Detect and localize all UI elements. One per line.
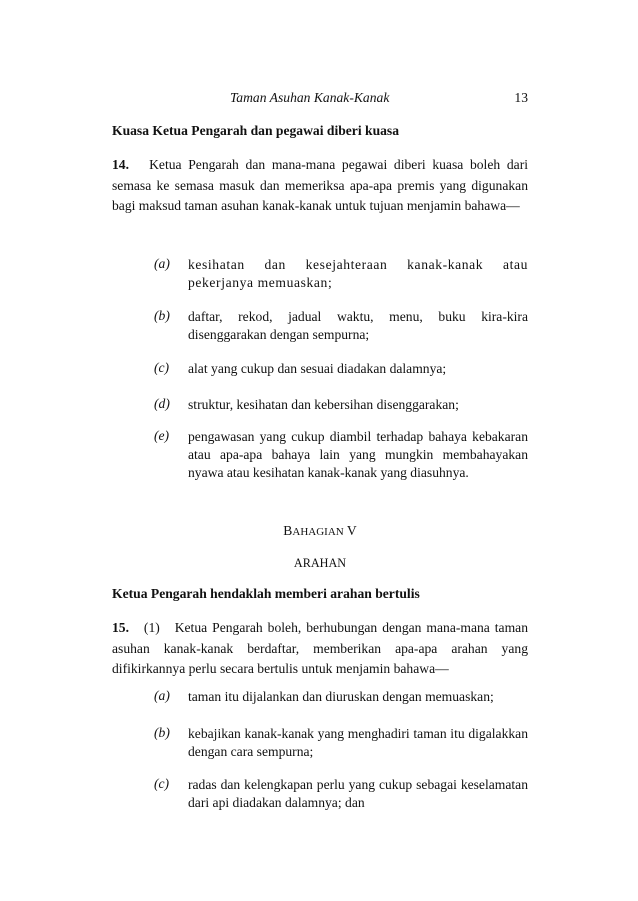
item-label: (e)	[154, 428, 170, 443]
section-15-text: Ketua Pengarah boleh, berhubungan dengan mana-mana taman asuhan kanak-kanak berdaftar, memberikan apa-apa arahan yang difikirkannya perlu secara bertulis untuk menjamin bahawa—	[112, 620, 528, 676]
part-title: ARAHAN	[293, 556, 347, 570]
item-label: (b)	[154, 725, 170, 740]
part-label-initial: B	[283, 523, 293, 538]
section-15-body	[112, 618, 528, 680]
subsection-number: (1)	[143, 620, 160, 635]
item-label: (c)	[154, 360, 170, 375]
running-title: Taman Asuhan Kanak-Kanak	[230, 90, 390, 105]
part-numeral: V	[346, 523, 357, 538]
item-label: (a)	[154, 256, 170, 271]
item-text: struktur, kesihatan dan kebersihan disenggarakan;	[188, 397, 459, 412]
section-15-heading: Ketua Pengarah hendaklah memberi arahan bertulis	[112, 586, 420, 601]
item-label: (b)	[154, 308, 170, 323]
section-14-heading: Kuasa Ketua Pengarah dan pegawai diberi kuasa	[112, 123, 400, 138]
item-text: taman itu dijalankan dan diuruskan dengan memuaskan;	[188, 689, 494, 704]
section-14-number: 14.	[112, 157, 129, 172]
section-14-text: Ketua Pengarah dan mana-mana pegawai diberi kuasa boleh dari semasa ke semasa masuk dan memeriksa apa-apa premis yang digunakan bagi maksud taman asuhan kanak-kanak untuk tujuan menjamin bahawa—	[112, 157, 528, 213]
item-text: pengawasan yang cukup diambil terhadap bahaya kebakaran atau apa-apa bahaya lain yang mungkin membahayakan nyawa atau kesihatan kanak-kanak yang diasuhnya.	[188, 429, 528, 480]
section-15-number: 15.	[112, 620, 129, 635]
item-text: kebajikan kanak-kanak yang menghadiri taman itu digalakkan dengan cara sempurna;	[188, 726, 528, 759]
part-label	[112, 523, 528, 539]
item-text: radas dan kelengkapan perlu yang cukup sebagai keselamatan dari api diadakan dalamnya; dan	[188, 777, 528, 810]
item-text: daftar, rekod, jadual waktu, menu, buku kira-kira disenggarakan dengan sempurna;	[188, 309, 528, 342]
section-14-body	[112, 155, 528, 217]
item-label: (c)	[154, 776, 170, 791]
running-head	[112, 90, 528, 108]
item-text: alat yang cukup dan sesuai diadakan dalamnya;	[188, 361, 447, 376]
page-number: 13	[514, 90, 528, 105]
part-label-rest: AHAGIAN	[292, 526, 344, 538]
item-label: (a)	[154, 688, 170, 703]
item-label: (d)	[154, 396, 170, 411]
item-text: kesihatan dan kesejahteraan kanak-kanak atau pekerjanya memuaskan;	[188, 257, 528, 290]
